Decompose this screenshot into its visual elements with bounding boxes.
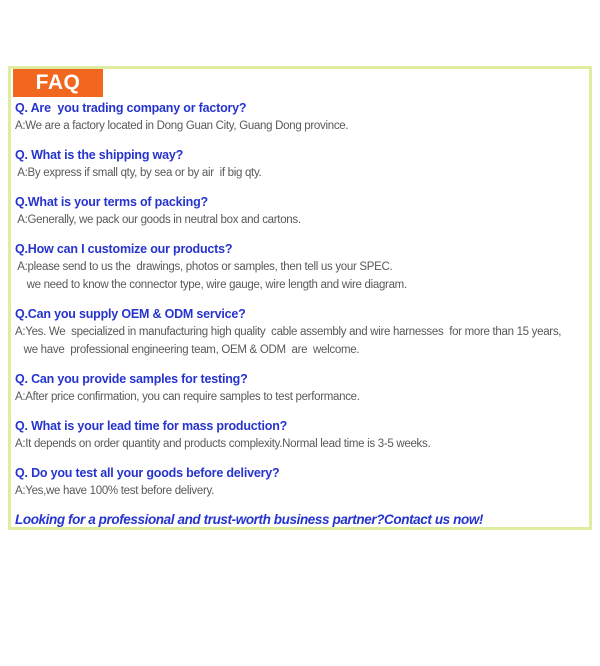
faq-item bbox=[15, 99, 589, 135]
faq-badge-label: FAQ bbox=[35, 70, 81, 94]
faq-question: Q.How can I customize our products? bbox=[15, 242, 233, 256]
faq-item bbox=[15, 146, 589, 182]
faq-question: Q. Are you trading company or factory? bbox=[15, 101, 247, 115]
page bbox=[0, 66, 600, 530]
faq-cta-text: Looking for a professional and trust-worth business partner?Contact us now! bbox=[15, 512, 484, 527]
faq-question: Q.Can you supply OEM & ODM service? bbox=[15, 307, 246, 321]
faq-panel bbox=[8, 66, 592, 530]
faq-answer-line: A:By express if small qty, by sea or by air if big qty. bbox=[15, 167, 262, 179]
faq-question: Q. What is your lead time for mass production? bbox=[15, 419, 288, 433]
faq-item bbox=[15, 464, 589, 500]
faq-answer-line: A:please send to us the drawings, photos or samples, then tell us your SPEC. bbox=[15, 261, 393, 273]
faq-item bbox=[15, 240, 589, 294]
faq-badge bbox=[13, 68, 103, 97]
faq-question: Q. What is the shipping way? bbox=[15, 148, 184, 162]
faq-answer-line: A:Yes. We specialized in manufacturing high quality cable assembly and wire harnesses for more than 15 years, bbox=[15, 326, 562, 338]
faq-item bbox=[15, 305, 589, 359]
faq-question: Q. Do you test all your goods before delivery? bbox=[15, 466, 280, 480]
faq-item bbox=[15, 417, 589, 453]
faq-answer-line: we need to know the connector type, wire gauge, wire length and wire diagram. bbox=[15, 279, 407, 291]
faq-item bbox=[15, 370, 589, 406]
faq-answer-line: A:Yes,we have 100% test before delivery. bbox=[15, 485, 214, 497]
faq-answer-line: we have professional engineering team, OEM & ODM are welcome. bbox=[15, 344, 360, 356]
faq-answer-line: A:It depends on order quantity and products complexity.Normal lead time is 3-5 weeks. bbox=[15, 438, 431, 450]
faq-answer-line: A:After price confirmation, you can require samples to test performance. bbox=[15, 391, 360, 403]
faq-answer-line: A:We are a factory located in Dong Guan City, Guang Dong province. bbox=[15, 120, 349, 132]
faq-question: Q. Can you provide samples for testing? bbox=[15, 372, 248, 386]
faq-answer-line: A:Generally, we pack our goods in neutral box and cartons. bbox=[15, 214, 301, 226]
faq-question: Q.What is your terms of packing? bbox=[15, 195, 208, 209]
faq-item bbox=[15, 193, 589, 229]
